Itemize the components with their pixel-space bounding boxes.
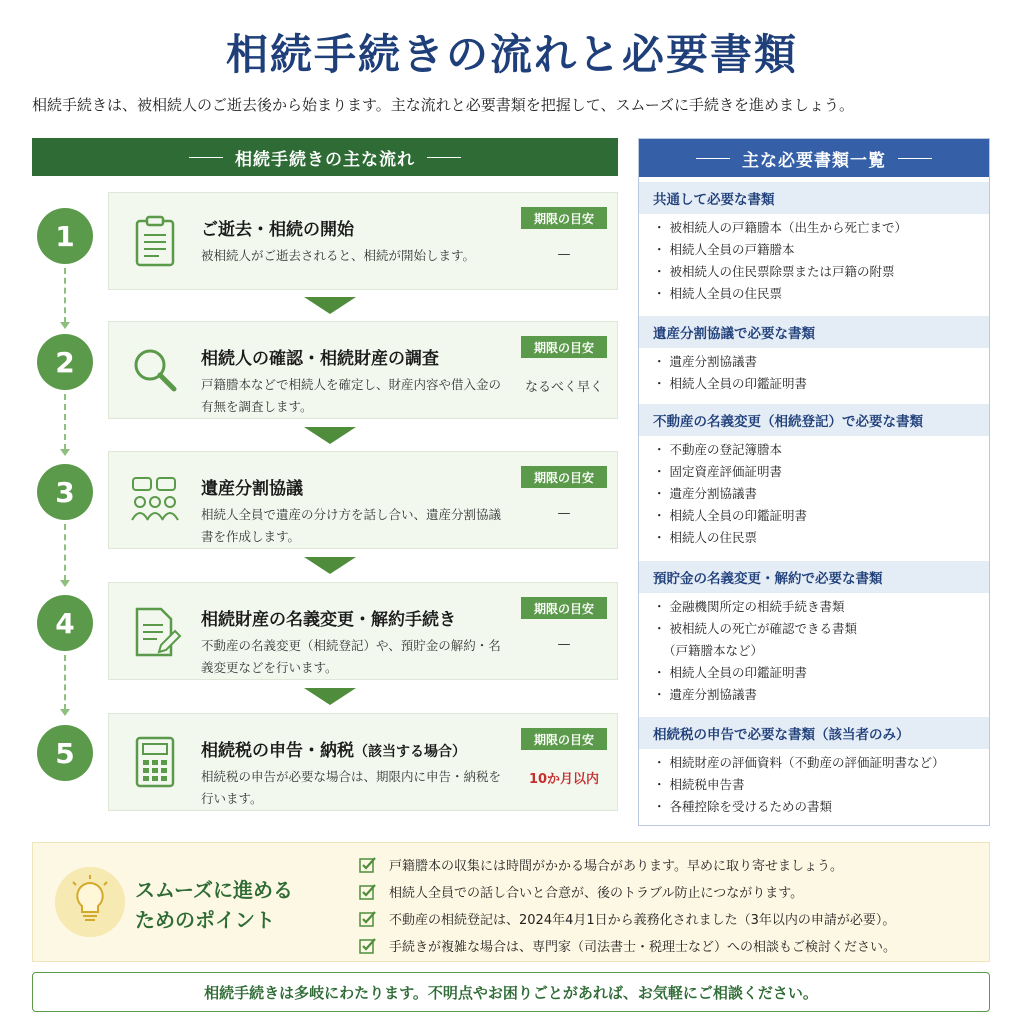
deadline-value: — bbox=[557, 637, 571, 652]
doc-item: ・ 相続人全員の印鑑証明書 bbox=[653, 376, 808, 391]
magnifier-icon bbox=[127, 342, 183, 398]
doc-item: ・ 遺産分割協議書 bbox=[653, 687, 758, 702]
deadline-badge: 期限の目安 bbox=[521, 728, 607, 750]
docs-header-label: 主な必要書類一覧 bbox=[742, 150, 886, 171]
deadline-badge: 期限の目安 bbox=[521, 466, 607, 488]
down-arrow-icon bbox=[304, 297, 356, 314]
step-title: ご逝去・相続の開始 bbox=[201, 220, 354, 240]
doc-category-title: 共通して必要な書類 bbox=[639, 182, 989, 214]
doc-item: ・ 相続人の住民票 bbox=[653, 530, 758, 545]
doc-item: ・ 固定資産評価証明書 bbox=[653, 464, 783, 479]
docs-panel bbox=[638, 138, 990, 826]
doc-item: ・ 遺産分割協議書 bbox=[653, 486, 758, 501]
down-arrow-icon bbox=[304, 557, 356, 574]
doc-item: ・ 各種控除を受けるための書類 bbox=[653, 799, 833, 814]
doc-item: ・ 被相続人の住民票除票または戸籍の附票 bbox=[653, 264, 895, 279]
tip-item: 手続きが複雑な場合は、専門家（司法書士・税理士など）への相談もご検討ください。 bbox=[359, 932, 896, 959]
calculator-icon bbox=[127, 734, 183, 790]
doc-category-title: 預貯金の名義変更・解約で必要な書類 bbox=[639, 561, 989, 593]
tip-item: 不動産の相続登記は、2024年4月1日から義務化されました（3年以内の申請が必要）。 bbox=[359, 905, 896, 932]
deadline-badge: 期限の目安 bbox=[521, 207, 607, 229]
step-title: 相続財産の名義変更・解約手続き bbox=[201, 610, 456, 630]
doc-list bbox=[653, 351, 983, 395]
doc-category-title: 相続税の申告で必要な書類（該当者のみ） bbox=[639, 717, 989, 749]
step-number-3: 3 bbox=[37, 464, 93, 520]
clipboard-icon bbox=[127, 213, 183, 269]
step-card-4 bbox=[108, 582, 618, 680]
doc-item: ・ 相続人全員の住民票 bbox=[653, 286, 783, 301]
step-connector bbox=[64, 524, 66, 581]
step-title: 相続人の確認・相続財産の調査 bbox=[201, 349, 439, 369]
checkbox-icon bbox=[359, 937, 377, 955]
tips-box bbox=[32, 842, 990, 962]
step-card-2 bbox=[108, 321, 618, 419]
tips-list bbox=[359, 851, 896, 959]
doc-item: ・ 遺産分割協議書 bbox=[653, 354, 758, 369]
doc-list bbox=[653, 596, 983, 706]
doc-item: ・ 相続財産の評価資料（不動産の評価証明書など） bbox=[653, 755, 945, 770]
doc-item: ・ 被相続人の死亡が確認できる書類 bbox=[653, 621, 858, 636]
deadline-badge: 期限の目安 bbox=[521, 597, 607, 619]
step-description: 戸籍謄本などで相続人を確定し、財産内容や借入金の有無を調査します。 bbox=[201, 377, 502, 414]
step-card-3 bbox=[108, 451, 618, 549]
step-description: 相続人全員で遺産の分け方を話し合い、遺産分割協議書を作成します。 bbox=[201, 507, 502, 544]
doc-item: ・ 金融機関所定の相続手続き書類 bbox=[653, 599, 845, 614]
doc-category-title: 遺産分割協議で必要な書類 bbox=[639, 316, 989, 348]
doc-item: ・ 相続人全員の印鑑証明書 bbox=[653, 665, 808, 680]
checkbox-icon bbox=[359, 910, 377, 928]
step-description: 相続税の申告が必要な場合は、期限内に申告・納税を行います。 bbox=[201, 769, 502, 806]
deadline-value: なるべく早く bbox=[524, 380, 603, 395]
step-title: 遺産分割協議 bbox=[201, 479, 303, 499]
doc-item: （戸籍謄本など） bbox=[663, 643, 764, 658]
flow-header bbox=[32, 138, 618, 176]
docs-header bbox=[639, 139, 989, 177]
down-arrow-icon bbox=[304, 427, 356, 444]
doc-list bbox=[653, 752, 983, 818]
doc-item: ・ 相続人全員の戸籍謄本 bbox=[653, 242, 795, 257]
step-connector bbox=[64, 268, 66, 323]
document-pen-icon bbox=[127, 603, 183, 659]
tip-item: 相続人全員での話し合いと合意が、後のトラブル防止につながります。 bbox=[359, 878, 896, 905]
step-number-4: 4 bbox=[37, 595, 93, 651]
step-number-5: 5 bbox=[37, 725, 93, 781]
page-title: 相続手続きの流れと必要書類 bbox=[225, 30, 798, 79]
step-connector bbox=[64, 655, 66, 710]
meeting-icon bbox=[127, 472, 183, 528]
doc-list bbox=[653, 217, 983, 305]
step-card-5 bbox=[108, 713, 618, 811]
step-description: 不動産の名義変更（相続登記）や、預貯金の解約・名義変更などを行います。 bbox=[201, 638, 501, 675]
doc-item: ・ 不動産の登記簿謄本 bbox=[653, 442, 783, 457]
step-title-note: （該当する場合） bbox=[354, 744, 466, 760]
doc-category-title: 不動産の名義変更（相続登記）で必要な書類 bbox=[639, 404, 989, 436]
step-number-2: 2 bbox=[37, 334, 93, 390]
doc-item: ・ 相続人全員の印鑑証明書 bbox=[653, 508, 808, 523]
step-title: 相続税の申告・納税（該当する場合） bbox=[201, 741, 466, 761]
doc-item: ・ 相続税申告書 bbox=[653, 777, 745, 792]
lightbulb-icon bbox=[55, 867, 125, 937]
step-number-1: 1 bbox=[37, 208, 93, 264]
tip-item: 戸籍謄本の収集には時間がかかる場合があります。早めに取り寄せましょう。 bbox=[359, 851, 896, 878]
deadline-badge: 期限の目安 bbox=[521, 336, 607, 358]
step-connector bbox=[64, 394, 66, 450]
step-card-1 bbox=[108, 192, 618, 290]
down-arrow-icon bbox=[304, 688, 356, 705]
doc-list bbox=[653, 439, 983, 549]
step-description: 被相続人がご逝去されると、相続が開始します。 bbox=[201, 248, 476, 263]
flow-header-label: 相続手続きの主な流れ bbox=[235, 149, 415, 170]
checkbox-icon bbox=[359, 856, 377, 874]
deadline-value: 10か月以内 bbox=[528, 772, 600, 787]
doc-item: ・ 被相続人の戸籍謄本（出生から死亡まで） bbox=[653, 220, 908, 235]
checkbox-icon bbox=[359, 883, 377, 901]
page-subtitle: 相続手続きは、被相続人のご逝去後から始まります。主な流れと必要書類を把握して、スムーズに手続きを進めましょう。 bbox=[32, 96, 855, 114]
deadline-value: — bbox=[557, 247, 571, 262]
tips-title: スムーズに進める ためのポイント bbox=[135, 878, 293, 932]
deadline-value: — bbox=[557, 506, 571, 521]
footer-message: 相続手続きは多岐にわたります。不明点やお困りごとがあれば、お気軽にご相談ください。 bbox=[32, 972, 990, 1012]
